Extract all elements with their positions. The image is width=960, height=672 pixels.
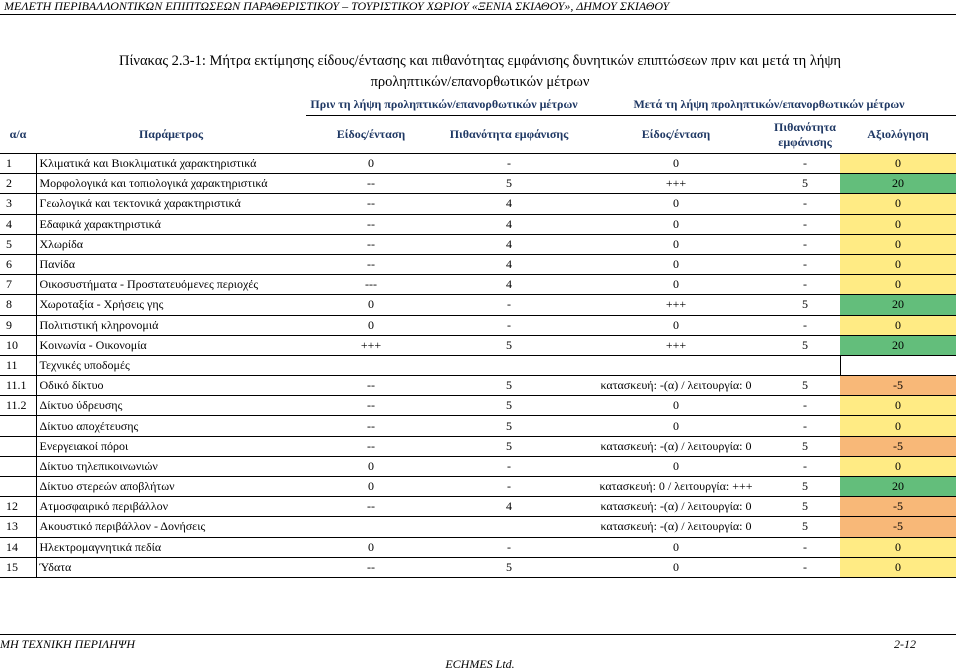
row-parameter: Οδικό δίκτυο	[36, 376, 306, 396]
table-caption-line-1: Πίνακας 2.3-1: Μήτρα εκτίμησης είδους/έντασης και πιθανότητας εμφάνισης δυνητικών επιπτώσεων πριν και μετά τη λήψη	[119, 53, 841, 69]
row-number: 4	[0, 214, 36, 234]
row-probability-after: -	[770, 416, 840, 436]
row-probability-after: 5	[770, 335, 840, 355]
row-intensity-after: 0	[582, 214, 770, 234]
row-probability-before	[436, 517, 582, 537]
row-number: 11	[0, 355, 36, 375]
row-parameter: Δίκτυο τηλεπικοινωνιών	[36, 456, 306, 476]
row-probability-before: 5	[436, 416, 582, 436]
table-row	[0, 174, 956, 194]
row-intensity-before: ---	[306, 275, 436, 295]
row-intensity-after: 0	[582, 456, 770, 476]
table-row	[0, 376, 956, 396]
row-evaluation: 20	[840, 174, 956, 194]
col-prob-before-header: Πιθανότητα εμφάνισης	[436, 116, 582, 154]
row-number: 12	[0, 497, 36, 517]
row-probability-after: -	[770, 194, 840, 214]
row-intensity-before: 0	[306, 154, 436, 174]
row-probability-after: 5	[770, 497, 840, 517]
row-parameter: Γεωλογικά και τεκτονικά χαρακτηριστικά	[36, 194, 306, 214]
row-number	[0, 456, 36, 476]
row-parameter: Μορφολογικά και τοπιολογικά χαρακτηριστικά	[36, 174, 306, 194]
row-number	[0, 477, 36, 497]
col-prob-after-header: Πιθανότητα εμφάνισης	[770, 116, 840, 154]
page-number: 2-12	[894, 637, 916, 651]
table-row	[0, 436, 956, 456]
row-probability-before: 4	[436, 497, 582, 517]
row-probability-after: -	[770, 254, 840, 274]
row-probability-after: -	[770, 557, 840, 577]
row-probability-before: 5	[436, 335, 582, 355]
table-row	[0, 416, 956, 436]
row-intensity-before: --	[306, 376, 436, 396]
footer-company: ECHMES Ltd.	[445, 657, 515, 671]
row-probability-after: 5	[770, 174, 840, 194]
row-probability-after: -	[770, 537, 840, 557]
row-intensity-before: 0	[306, 295, 436, 315]
row-intensity-after: 0	[582, 254, 770, 274]
row-probability-after: 5	[770, 376, 840, 396]
row-number: 2	[0, 174, 36, 194]
row-probability-after: -	[770, 315, 840, 335]
row-parameter: Κλιματικά και Βιοκλιματικά χαρακτηριστικά	[36, 154, 306, 174]
row-probability-before: 5	[436, 557, 582, 577]
row-probability-after: 5	[770, 477, 840, 497]
row-evaluation: 0	[840, 154, 956, 174]
table-row	[0, 517, 956, 537]
row-evaluation: 0	[840, 456, 956, 476]
row-intensity-after: 0	[582, 416, 770, 436]
row-number: 11.1	[0, 376, 36, 396]
table-row	[0, 194, 956, 214]
col-aa-header: α/α	[0, 116, 36, 154]
row-probability-before: 5	[436, 174, 582, 194]
row-probability-after: 5	[770, 295, 840, 315]
col-intensity-before-header: Είδος/ένταση	[306, 116, 436, 154]
row-probability-before	[436, 355, 582, 375]
group-after-header: Μετά τη λήψη προληπτικών/επανορθωτικών μέτρων	[582, 94, 956, 116]
row-intensity-after: 0	[582, 234, 770, 254]
row-intensity-after: +++	[582, 174, 770, 194]
row-number: 11.2	[0, 396, 36, 416]
table-row	[0, 214, 956, 234]
row-intensity-after: 0	[582, 194, 770, 214]
table-row	[0, 315, 956, 335]
row-evaluation: -5	[840, 436, 956, 456]
row-evaluation	[840, 355, 956, 375]
row-intensity-before: --	[306, 194, 436, 214]
row-evaluation: 0	[840, 537, 956, 557]
row-probability-before: -	[436, 154, 582, 174]
table-row	[0, 477, 956, 497]
row-probability-before: 4	[436, 214, 582, 234]
row-evaluation: 0	[840, 254, 956, 274]
group-before-header: Πριν τη λήψη προληπτικών/επανορθωτικών μέτρων	[306, 94, 582, 116]
row-number: 10	[0, 335, 36, 355]
row-intensity-after: κατασκευή: -(α) / λειτουργία: 0	[582, 436, 770, 456]
row-parameter: Πολιτιστική κληρονομιά	[36, 315, 306, 335]
row-number: 3	[0, 194, 36, 214]
row-probability-after: 5	[770, 517, 840, 537]
row-parameter: Ακουστικό περιβάλλον - Δονήσεις	[36, 517, 306, 537]
row-probability-before: 4	[436, 194, 582, 214]
row-intensity-before: --	[306, 416, 436, 436]
col-eval-header: Αξιολόγηση	[840, 116, 956, 154]
row-number: 8	[0, 295, 36, 315]
row-probability-after: -	[770, 154, 840, 174]
row-probability-before: -	[436, 537, 582, 557]
table-row	[0, 557, 956, 577]
row-number: 1	[0, 154, 36, 174]
row-parameter: Τεχνικές υποδομές	[36, 355, 306, 375]
row-intensity-after: +++	[582, 295, 770, 315]
row-intensity-after: κατασκευή: -(α) / λειτουργία: 0	[582, 517, 770, 537]
row-intensity-after	[582, 355, 770, 375]
row-probability-after: -	[770, 396, 840, 416]
row-probability-after: 5	[770, 436, 840, 456]
row-probability-before: -	[436, 456, 582, 476]
row-intensity-before: --	[306, 497, 436, 517]
row-parameter: Εδαφικά χαρακτηριστικά	[36, 214, 306, 234]
table-row	[0, 295, 956, 315]
footer-rule	[0, 634, 956, 635]
row-intensity-before: --	[306, 234, 436, 254]
row-intensity-before: --	[306, 436, 436, 456]
row-probability-before: 5	[436, 376, 582, 396]
row-intensity-before: --	[306, 557, 436, 577]
table-row	[0, 234, 956, 254]
row-number: 14	[0, 537, 36, 557]
table-row	[0, 456, 956, 476]
row-parameter: Πανίδα	[36, 254, 306, 274]
row-number: 7	[0, 275, 36, 295]
table-caption-line-2: προληπτικών/επανορθωτικών μέτρων	[370, 74, 590, 90]
row-intensity-after: κατασκευή: -(α) / λειτουργία: 0	[582, 497, 770, 517]
row-parameter: Κοινωνία - Οικονομία	[36, 335, 306, 355]
row-intensity-before: 0	[306, 477, 436, 497]
row-intensity-after: 0	[582, 537, 770, 557]
row-parameter: Ηλεκτρομαγνητικά πεδία	[36, 537, 306, 557]
row-number: 13	[0, 517, 36, 537]
row-evaluation: 20	[840, 335, 956, 355]
row-evaluation: 0	[840, 557, 956, 577]
row-intensity-before: 0	[306, 315, 436, 335]
row-intensity-before	[306, 517, 436, 537]
row-evaluation: -5	[840, 517, 956, 537]
row-number	[0, 416, 36, 436]
table-row	[0, 335, 956, 355]
row-probability-after: -	[770, 456, 840, 476]
row-number: 9	[0, 315, 36, 335]
row-intensity-after: 0	[582, 315, 770, 335]
col-intensity-after-header: Είδος/ένταση	[582, 116, 770, 154]
row-probability-after	[770, 355, 840, 375]
row-probability-after: -	[770, 234, 840, 254]
row-intensity-before: 0	[306, 537, 436, 557]
row-intensity-after: 0	[582, 557, 770, 577]
row-probability-before: 5	[436, 396, 582, 416]
row-intensity-after: κατασκευή: -(α) / λειτουργία: 0	[582, 376, 770, 396]
row-parameter: Χωροταξία - Χρήσεις γης	[36, 295, 306, 315]
impact-matrix-table	[0, 94, 956, 578]
col-param-header: Παράμετρος	[36, 116, 306, 154]
row-evaluation: 0	[840, 275, 956, 295]
table-row	[0, 497, 956, 517]
row-probability-before: 4	[436, 275, 582, 295]
row-probability-before: -	[436, 477, 582, 497]
row-number: 15	[0, 557, 36, 577]
row-parameter: Δίκτυο ύδρευσης	[36, 396, 306, 416]
row-intensity-after: 0	[582, 275, 770, 295]
table-row	[0, 275, 956, 295]
table-row	[0, 396, 956, 416]
row-intensity-after: +++	[582, 335, 770, 355]
row-intensity-before: --	[306, 174, 436, 194]
row-number: 6	[0, 254, 36, 274]
table-row	[0, 355, 956, 375]
table-row	[0, 254, 956, 274]
row-probability-after: -	[770, 275, 840, 295]
row-probability-before: 4	[436, 254, 582, 274]
table-row	[0, 154, 956, 174]
row-evaluation: 0	[840, 234, 956, 254]
row-parameter: Χλωρίδα	[36, 234, 306, 254]
row-evaluation: 0	[840, 396, 956, 416]
running-header: ΜΕΛΕΤΗ ΠΕΡΙΒΑΛΛΟΝΤΙΚΩΝ ΕΠΙΠΤΩΣΕΩΝ ΠΑΡΑΘΕΡΙΣΤΙΚΟΥ – ΤΟΥΡΙΣΤΙΚΟΥ ΧΩΡΙΟΥ «ΞΕΝΙΑ ΣΚΙΑΘΟΥ», ΔΗΜΟΥ ΣΚΙΑΘΟΥ	[4, 0, 670, 13]
row-parameter: Οικοσυστήματα - Προστατευόμενες περιοχές	[36, 275, 306, 295]
row-evaluation: 0	[840, 315, 956, 335]
row-probability-before: 5	[436, 436, 582, 456]
row-intensity-after: κατασκευή: 0 / λειτουργία: +++	[582, 477, 770, 497]
row-evaluation: 20	[840, 477, 956, 497]
row-parameter: Ενεργειακοί πόροι	[36, 436, 306, 456]
row-evaluation: 0	[840, 214, 956, 234]
row-intensity-before: --	[306, 254, 436, 274]
row-parameter: Ύδατα	[36, 557, 306, 577]
row-evaluation: -5	[840, 497, 956, 517]
header-rule	[0, 14, 956, 15]
row-parameter: Δίκτυο αποχέτευσης	[36, 416, 306, 436]
row-probability-before: -	[436, 295, 582, 315]
row-parameter: Δίκτυο στερεών αποβλήτων	[36, 477, 306, 497]
row-evaluation: 20	[840, 295, 956, 315]
row-probability-before: -	[436, 315, 582, 335]
row-number: 5	[0, 234, 36, 254]
row-evaluation: -5	[840, 376, 956, 396]
row-intensity-before	[306, 355, 436, 375]
row-intensity-before: --	[306, 396, 436, 416]
row-parameter: Ατμοσφαιρικό περιβάλλον	[36, 497, 306, 517]
row-intensity-before: +++	[306, 335, 436, 355]
row-intensity-after: 0	[582, 154, 770, 174]
row-probability-before: 4	[436, 234, 582, 254]
row-evaluation: 0	[840, 194, 956, 214]
row-evaluation: 0	[840, 416, 956, 436]
footer-left-text: ΜΗ ΤΕΧΝΙΚΗ ΠΕΡΙΛΗΨΗ	[0, 637, 136, 651]
row-intensity-before: --	[306, 214, 436, 234]
row-intensity-after: 0	[582, 396, 770, 416]
row-probability-after: -	[770, 214, 840, 234]
table-row	[0, 537, 956, 557]
row-intensity-before: 0	[306, 456, 436, 476]
row-number	[0, 436, 36, 456]
